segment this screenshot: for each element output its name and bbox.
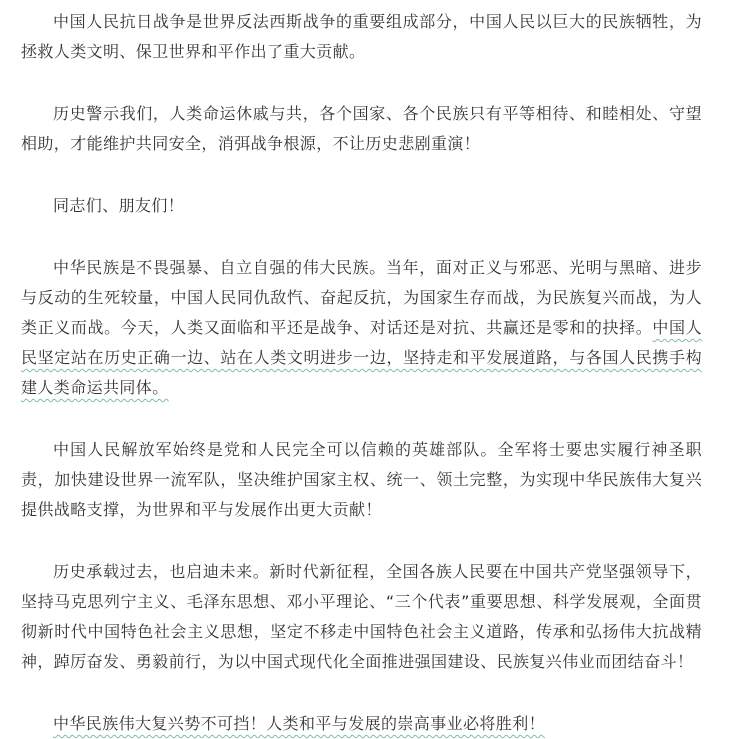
paragraph-6-text: 历史承载过去，也启迪未来。新时代新征程，全国各族人民要在中国共产党坚强领导下，坚持马克思列宁主义、毛泽东思想、邓小平理论、“三个代表”重要思想、科学发展观，全面贯彻新时代中国特色社会主义思想，坚定不移走中国特色社会主义道路，传承和弘扬伟大抗战精神，踔厉奋发、勇毅前行，为以中国式现代化全面推进强国建设、民族复兴伟业而团结奋斗！ [21,562,702,671]
paragraph-1 [21,7,702,67]
paragraph-2-text: 历史警示我们，人类命运休戚与共，各个国家、各个民族只有平等相待、和睦相处、守望相助，才能维护共同安全，消弭战争根源，不让历史悲剧重演！ [21,104,702,153]
paragraph-4-underlined-text: 中国人民坚定站在历史正确一边、站在人类文明进步一边，坚持走和平发展道路，与各国人民携手构建人类命运共同体。 [21,318,703,397]
paragraph-5 [21,435,702,525]
paragraph-7-underlined-text: 中华民族伟大复兴势不可挡！人类和平与发展的崇高事业必将胜利！ [53,714,546,733]
paragraph-5-text: 中国人民解放军始终是党和人民完全可以信赖的英雄部队。全军将士要忠实履行神圣职责，加快建设世界一流军队，坚决维护国家主权、统一、领土完整，为实现中华民族伟大复兴提供战略支撑，为世界和平与发展作出更大贡献！ [21,440,702,519]
paragraph-4-text: 中华民族是不畏强暴、自立自强的伟大民族。当年，面对正义与邪恶、光明与黑暗、进步与反动的生死较量，中国人民同仇敌忾、奋起反抗，为国家生存而战，为民族复兴而战，为人类正义而战。今天，人类又面临和平还是战争、对话还是对抗、共赢还是零和的抉择。 [21,258,702,337]
paragraph-3 [21,191,702,221]
paragraph-4 [21,253,702,403]
paragraph-1-text: 中国人民抗日战争是世界反法西斯战争的重要组成部分，中国人民以巨大的民族牺牲，为拯救人类文明、保卫世界和平作出了重大贡献。 [21,12,702,61]
paragraph-3-text: 同志们、朋友们！ [53,196,185,215]
paragraph-7 [21,709,702,739]
paragraph-6 [21,557,702,677]
paragraph-2 [21,99,702,159]
